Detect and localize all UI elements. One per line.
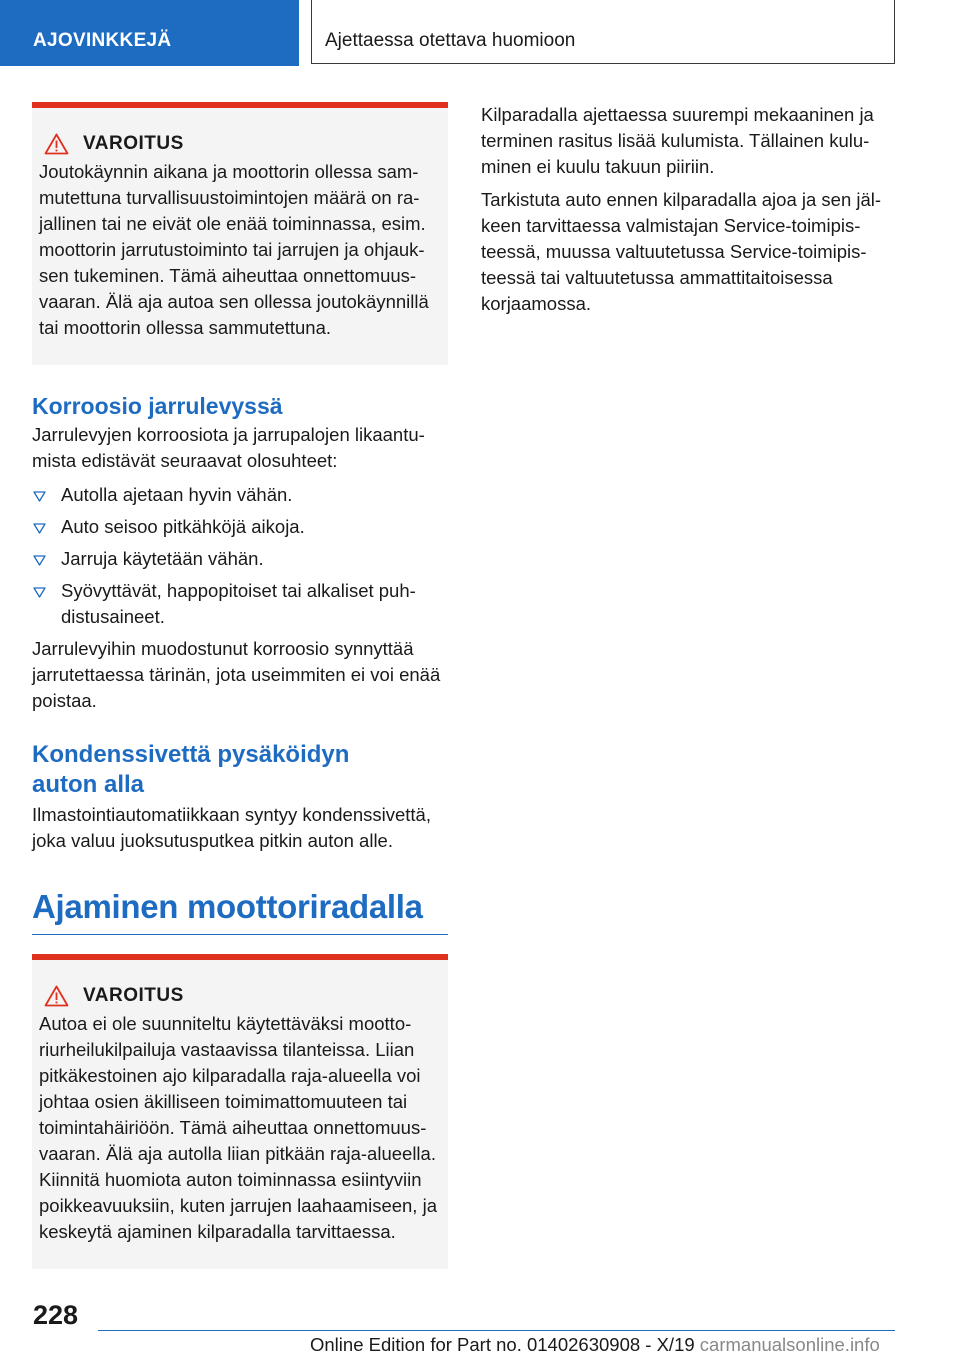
- warning-box-1: [32, 102, 448, 365]
- section-tab: [0, 0, 299, 66]
- warning-line: tai moottorin ollessa sammutettuna.: [39, 317, 332, 338]
- text-line: jarrutettaessa tärinän, jota useimmiten ei voi enää: [32, 664, 441, 685]
- warning-line: vaaran. Älä aja autoa sen ollessa joutokäynnillä: [39, 291, 429, 312]
- right-column: [481, 102, 896, 317]
- text-line: terminen rasitus lisää kulumista. Tällainen kulu‐: [481, 130, 870, 151]
- text-line: poistaa.: [32, 690, 97, 711]
- warning-line: johtaa osien äkilliseen toimimattomuuteen tai: [39, 1091, 408, 1112]
- warning-line: Autoa ei ole suunniteltu käytettäväksi mootto‐: [39, 1013, 412, 1034]
- text-line: korjaamossa.: [481, 293, 592, 314]
- heading-kondenssivesi: [32, 740, 448, 800]
- warning-line: sen tukeminen. Tämä aiheuttaa onnettomuus‐: [39, 265, 417, 286]
- warning-line: mutettuna turvallisuustoimintojen määrä on ra‐: [39, 187, 420, 208]
- left-column: [32, 102, 448, 1269]
- warning-line: toimintahäiriöön. Tämä aiheuttaa onnettomuus‐: [39, 1117, 427, 1138]
- list-item-text: distusaineet.: [61, 606, 165, 627]
- warning-line: moottorin jarrutustoiminto tai jarrujen ja ohjauk‐: [39, 239, 425, 260]
- korroosio-intro: [32, 422, 448, 474]
- warning-line: vaaran. Älä aja autolla liian pitkään raja-alueella.: [39, 1143, 436, 1164]
- text-line: Jarrulevyihin muodostunut korroosio synnyttää: [32, 638, 414, 659]
- edition-info: [310, 1334, 880, 1356]
- text-line: teessä tai valtuutetussa ammattitaitoisessa: [481, 267, 833, 288]
- warning-box-2: [32, 954, 448, 1269]
- triangle-bullet-icon: [33, 555, 46, 566]
- text-line: mista edistävät seuraavat olosuhteet:: [32, 450, 338, 471]
- triangle-bullet-icon: [33, 523, 46, 534]
- text-line: Jarrulevyjen korroosiota ja jarrupalojen likaantu‐: [32, 424, 425, 445]
- warning-title: VAROITUS: [83, 985, 184, 1006]
- triangle-bullet-icon: [33, 491, 46, 502]
- text-line: keen tarvittaessa valmistajan Service-toimipis‐: [481, 215, 861, 236]
- warning-triangle-icon: [44, 985, 69, 1007]
- heading-line: auton alla: [32, 771, 145, 798]
- footer-rule: [98, 1330, 895, 1331]
- heading-korroosio: Korroosio jarrulevyssä: [32, 393, 283, 419]
- warning-line: poikkeavuuksiin, kuten jarrujen laahaamiseen, ja: [39, 1195, 437, 1216]
- text-line: teessä, muussa valtuutetussa Service-toimipis‐: [481, 241, 867, 262]
- kondenssivesi-text: [32, 802, 448, 854]
- watermark-text: carmanualsonline.info: [699, 1334, 880, 1355]
- text-line: minen ei kuulu takuun piiriin.: [481, 156, 715, 177]
- text-line: joka valuu juoksutusputkea pitkin auton alle.: [32, 830, 393, 851]
- condition-list: [32, 482, 448, 630]
- warning-text: [39, 159, 438, 341]
- paragraph-kuluminen: [481, 102, 896, 180]
- list-item-text: Syövyttävät, happopitoiset tai alkaliset puh‐: [61, 580, 416, 601]
- paragraph-tarkistus: [481, 187, 896, 317]
- warning-title: VAROITUS: [83, 133, 184, 154]
- warning-line: keskeytä ajaminen kilparadalla tarvittaessa.: [39, 1221, 396, 1242]
- warning-line: Joutokäynnin aikana ja moottorin ollessa sam‐: [39, 161, 419, 182]
- text-line: Tarkistuta auto ennen kilparadalla ajoa ja sen jäl‐: [481, 189, 882, 210]
- list-item-text: Jarruja käytetään vähän.: [61, 548, 264, 569]
- warning-line: jallinen tai ne eivät ole enää toiminnassa, esim.: [39, 213, 426, 234]
- heading-ajaminen-moottoriradalla: Ajaminen moottoriradalla: [32, 888, 423, 925]
- list-item: [32, 482, 448, 508]
- list-item: [32, 546, 448, 572]
- korroosio-after: [32, 636, 448, 714]
- warning-header: [39, 133, 438, 155]
- chapter-title: Ajettaessa otettava huomioon: [325, 30, 576, 51]
- warning-line: pitkäkestoinen ajo kilparadalla raja-alueella voi: [39, 1065, 421, 1086]
- warning-text: [39, 1011, 438, 1245]
- list-item-text: Auto seisoo pitkähköjä aikoja.: [61, 516, 305, 537]
- list-item: [32, 514, 448, 540]
- triangle-bullet-icon: [33, 587, 46, 598]
- warning-header: [39, 985, 438, 1007]
- section-tab-label: AJOVINKKEJÄ: [33, 30, 172, 51]
- page-number: 228: [33, 1300, 79, 1330]
- text-line: Kilparadalla ajettaessa suurempi mekaaninen ja: [481, 104, 874, 125]
- edition-label: Online Edition for Part no. 01402630908 - X/19: [310, 1334, 695, 1355]
- heading-rule: [32, 934, 448, 935]
- warning-triangle-icon: [44, 133, 69, 155]
- list-item-text: Autolla ajetaan hyvin vähän.: [61, 484, 293, 505]
- warning-line: Kiinnitä huomiota auton toiminnassa esiintyviin: [39, 1169, 422, 1190]
- heading-line: Kondenssivettä pysäköidyn: [32, 741, 350, 768]
- warning-line: riurheilukilpailuja vastaavissa tilanteissa. Liian: [39, 1039, 415, 1060]
- text-line: Ilmastointiautomatiikkaan syntyy kondenssivettä,: [32, 804, 431, 825]
- list-item: [32, 578, 448, 630]
